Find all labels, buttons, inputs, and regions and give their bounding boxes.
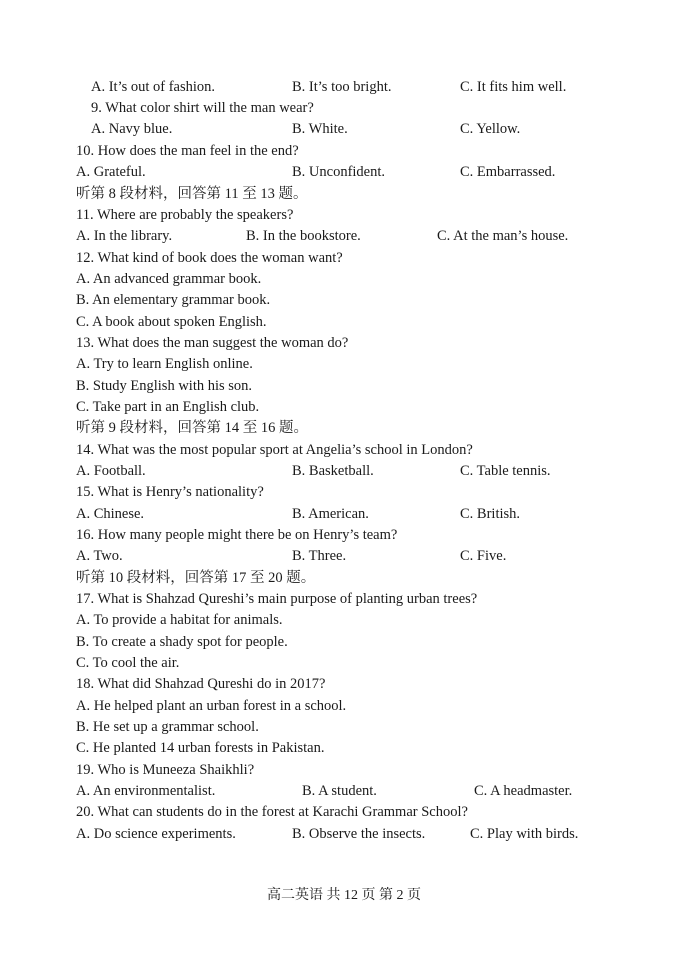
option-c: C. Table tennis. xyxy=(460,463,551,479)
question-text: 14. What was the most popular sport at Angelia’s school in London? xyxy=(76,442,473,458)
q9-options xyxy=(0,119,688,140)
question-text: 9. What color shirt will the man wear? xyxy=(91,100,314,116)
q13-option-a xyxy=(0,354,688,375)
question-16 xyxy=(0,525,688,546)
option-b: B. A student. xyxy=(302,783,377,799)
option-c: C. Embarrassed. xyxy=(460,164,556,180)
q8-options xyxy=(0,77,688,98)
q18-option-c xyxy=(0,738,688,759)
option-b: B. Basketball. xyxy=(292,463,374,479)
option-text: C. Take part in an English club. xyxy=(76,399,260,415)
question-17 xyxy=(0,589,688,610)
option-b: B. Observe the insects. xyxy=(292,826,426,842)
question-text: 11. Where are probably the speakers? xyxy=(76,207,294,223)
q15-options xyxy=(0,504,688,525)
option-b: B. American. xyxy=(292,506,369,522)
page-footer: 高二英语 共 12 页 第 2 页 xyxy=(267,888,421,903)
option-text: B. Study English with his son. xyxy=(76,378,253,394)
option-a: A. Do science experiments. xyxy=(76,826,236,842)
option-a: A. Two. xyxy=(76,548,123,564)
question-18 xyxy=(0,674,688,695)
question-text: 12. What kind of book does the woman want? xyxy=(76,250,343,266)
question-text: 17. What is Shahzad Qureshi’s main purpose of planting urban trees? xyxy=(76,591,478,607)
question-10 xyxy=(0,141,688,162)
question-text: 19. Who is Muneeza Shaikhli? xyxy=(76,762,255,778)
option-c: C. Yellow. xyxy=(460,121,521,137)
question-15 xyxy=(0,482,688,503)
q17-option-a xyxy=(0,610,688,631)
option-b: B. Three. xyxy=(292,548,347,564)
option-a: A. Grateful. xyxy=(76,164,146,180)
option-c: C. At the man’s house. xyxy=(437,228,569,244)
option-c: C. Play with birds. xyxy=(470,826,579,842)
option-a: A. It’s out of fashion. xyxy=(91,79,216,95)
option-text: C. A book about spoken English. xyxy=(76,314,267,330)
question-11 xyxy=(0,205,688,226)
option-b: B. In the bookstore. xyxy=(246,228,361,244)
q12-option-a xyxy=(0,269,688,290)
q18-option-a xyxy=(0,696,688,717)
option-c: C. A headmaster. xyxy=(474,783,573,799)
q12-option-c xyxy=(0,312,688,333)
option-b: B. Unconfident. xyxy=(292,164,386,180)
option-text: A. He helped plant an urban forest in a school. xyxy=(76,698,347,714)
q17-option-b xyxy=(0,632,688,653)
question-9 xyxy=(0,98,688,119)
q18-option-b xyxy=(0,717,688,738)
option-a: A. An environmentalist. xyxy=(76,783,216,799)
option-b: B. It’s too bright. xyxy=(292,79,392,95)
question-text: 15. What is Henry’s nationality? xyxy=(76,484,264,500)
question-text: 16. How many people might there be on Henry’s team? xyxy=(76,527,398,543)
q16-options xyxy=(0,546,688,567)
q17-option-c xyxy=(0,653,688,674)
option-text: B. To create a shady spot for people. xyxy=(76,634,288,650)
q13-option-c xyxy=(0,397,688,418)
instruction-text: 听第 8 段材料，回答第 11 至 13 题。 xyxy=(76,186,308,202)
section-9-instruction xyxy=(0,418,688,439)
option-text: B. He set up a grammar school. xyxy=(76,719,259,735)
option-c: C. It fits him well. xyxy=(460,79,567,95)
option-a: A. Chinese. xyxy=(76,506,145,522)
option-text: A. Try to learn English online. xyxy=(76,356,253,372)
q11-options xyxy=(0,226,688,247)
question-text: 18. What did Shahzad Qureshi do in 2017? xyxy=(76,676,326,692)
q20-options xyxy=(0,824,688,845)
option-text: B. An elementary grammar book. xyxy=(76,292,271,308)
option-a: A. In the library. xyxy=(76,228,173,244)
question-text: 13. What does the man suggest the woman do? xyxy=(76,335,349,351)
section-8-instruction xyxy=(0,184,688,205)
q10-options xyxy=(0,162,688,183)
option-c: C. British. xyxy=(460,506,521,522)
question-19 xyxy=(0,760,688,781)
q12-option-b xyxy=(0,290,688,311)
option-text: A. To provide a habitat for animals. xyxy=(76,612,283,628)
q19-options xyxy=(0,781,688,802)
option-text: C. He planted 14 urban forests in Pakistan. xyxy=(76,740,325,756)
option-b: B. White. xyxy=(292,121,348,137)
q14-options xyxy=(0,461,688,482)
option-c: C. Five. xyxy=(460,548,507,564)
instruction-text: 听第 9 段材料，回答第 14 至 16 题。 xyxy=(76,420,308,436)
question-text: 10. How does the man feel in the end? xyxy=(76,143,299,159)
q13-option-b xyxy=(0,376,688,397)
question-13 xyxy=(0,333,688,354)
option-a: A. Navy blue. xyxy=(91,121,173,137)
instruction-text: 听第 10 段材料，回答第 17 至 20 题。 xyxy=(76,570,316,586)
section-10-instruction xyxy=(0,568,688,589)
option-text: A. An advanced grammar book. xyxy=(76,271,262,287)
option-a: A. Football. xyxy=(76,463,146,479)
question-text: 20. What can students do in the forest at Karachi Grammar School? xyxy=(76,804,468,820)
question-12 xyxy=(0,248,688,269)
option-text: C. To cool the air. xyxy=(76,655,180,671)
question-20 xyxy=(0,802,688,823)
question-14 xyxy=(0,440,688,461)
